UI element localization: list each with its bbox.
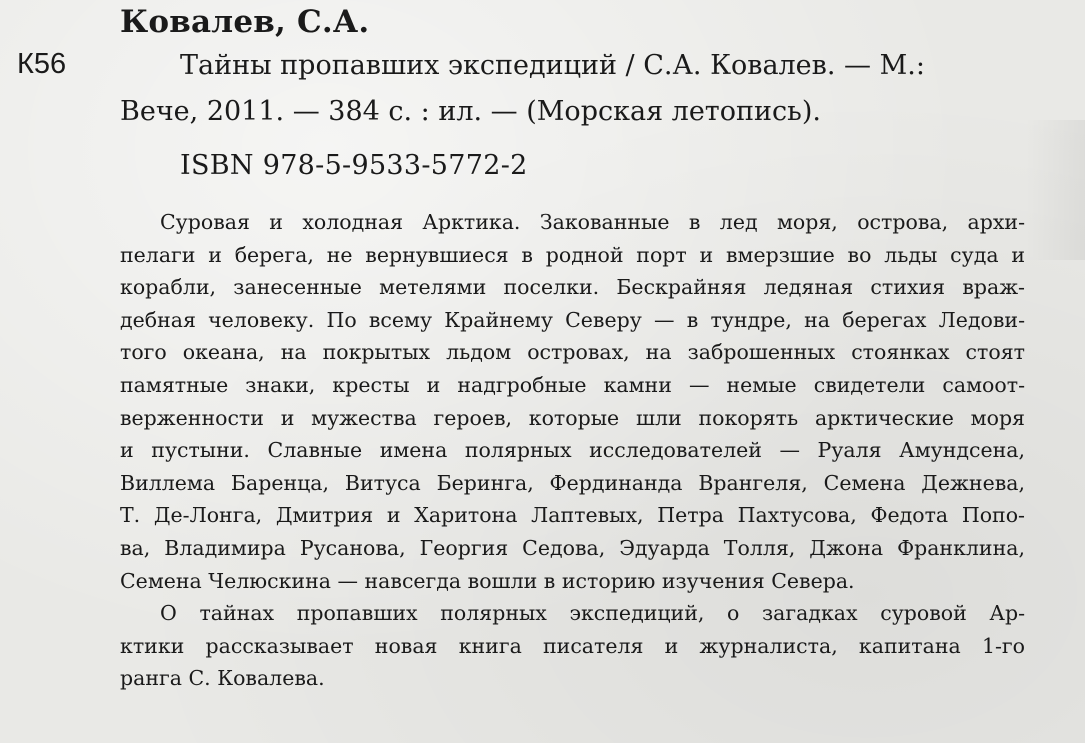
abstract-line: Суровая и холодная Арктика. Закованные в лед моря, острова, архи-: [160, 210, 1025, 234]
abstract-line: Виллема Баренца, Витуса Беринга, Фердинанда Врангеля, Семена Дежнева,: [120, 470, 1025, 495]
isbn-number: ISBN 978-5-9533-5772-2: [180, 150, 528, 181]
paper-show-through: [1025, 120, 1085, 260]
abstract-line: памятные знаки, кресты и надгробные камни — немые свидетели самоот-: [120, 372, 1025, 397]
abstract-line: ва, Владимира Русанова, Георгия Седова, Эдуарда Толля, Джона Франклина,: [120, 535, 1025, 560]
abstract-line: того океана, на покрытых льдом островах, на заброшенных стоянках стоят: [120, 340, 1025, 365]
abstract-line: дебная человеку. По всему Крайнему Северу — в тундре, на берегах Ледови-: [120, 307, 1025, 332]
bibliographic-publication-line: Вече, 2011. — 384 с. : ил. — (Морская летопись).: [120, 96, 821, 127]
abstract-paragraph-1: [120, 206, 1025, 597]
abstract-line: Т. Де-Лонга, Дмитрия и Харитона Лаптевых, Петра Пахтусова, Федота Попо-: [120, 503, 1025, 528]
abstract-line: верженности и мужества героев, которые шли покорять арктические моря: [120, 405, 1025, 430]
abstract-paragraph-2: [120, 597, 1025, 695]
abstract-line: корабли, занесенные метелями поселки. Бескрайняя ледяная стихия враж-: [120, 275, 1025, 300]
abstract-line: и пустыни. Славные имена полярных исследователей — Руаля Амундсена,: [120, 438, 1025, 463]
abstract: [120, 206, 1025, 695]
abstract-line: О тайнах пропавших полярных экспедиций, о загадках суровой Ар-: [160, 601, 1025, 626]
author-heading: Ковалев, С.А.: [120, 4, 370, 40]
abstract-line: Семена Челюскина — навсегда вошли в историю изучения Севера.: [120, 568, 855, 593]
abstract-line: ранга С. Ковалева.: [120, 666, 325, 691]
abstract-line: пелаги и берега, не вернувшиеся в родной порт и вмерзшие во льды суда и: [120, 242, 1025, 267]
classification-code: К56: [17, 48, 67, 80]
abstract-line: ктики рассказывает новая книга писателя и журналиста, капитана 1-го: [120, 633, 1025, 658]
bibliographic-title-line: Тайны пропавших экспедиций / С.А. Ковалев. — М.:: [180, 50, 925, 81]
